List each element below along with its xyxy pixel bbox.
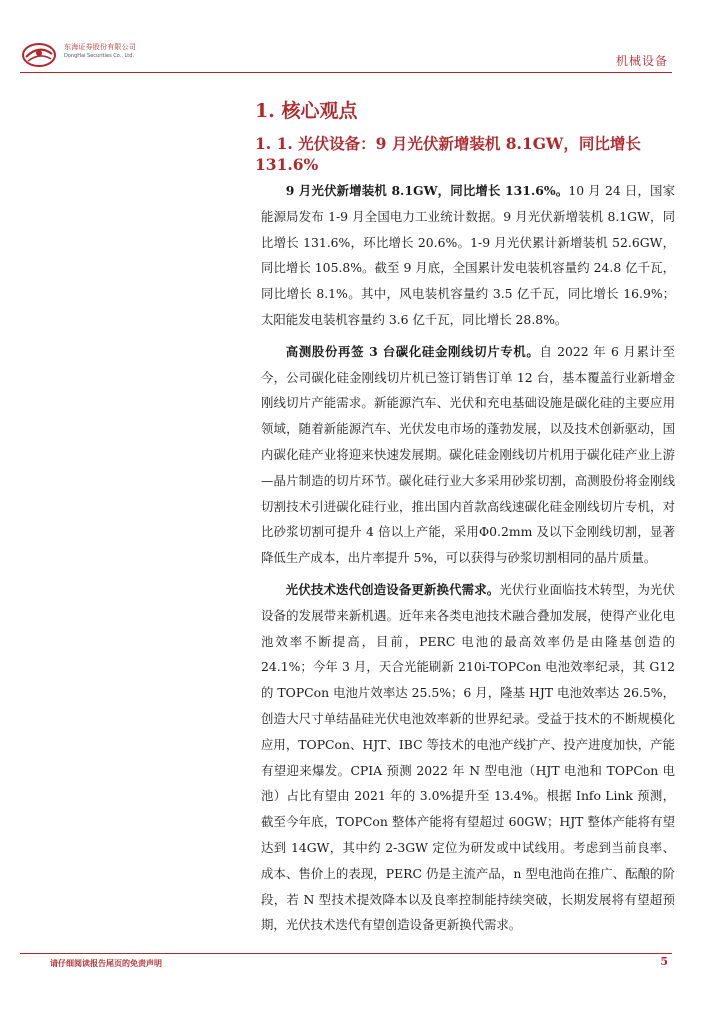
paragraph-lead: 9 月光伏新增装机 8.1GW，同比增长 131.6%。 (285, 183, 569, 198)
report-body (261, 178, 675, 944)
page-number: 5 (660, 955, 668, 968)
paragraph-gaoce-sic (261, 339, 675, 571)
header-divider (20, 72, 672, 73)
disclaimer-note: 请仔细阅读报告尾页的免责声明 (50, 959, 162, 968)
paragraph-pv-tech-iteration (261, 577, 675, 938)
page-header (0, 0, 724, 72)
paragraph-lead: 光伏技术迭代创造设备更新换代需求。 (285, 581, 500, 597)
paragraph-text: 光伏行业面临技术转型，为光伏设备的发展带来新机遇。近年来各类电池技术融合叠加发展，使得产业化电池效率不断提高，目前，PERC 电池的最高效率仍是由隆基创造的 24.1%；今年 3 月，天合光能刷新 210i-TOPCon 电池效率纪录，其 G12 的 TOPCon 电池片效率达 25.5%；6 月，隆基 HJT 电池效率达 26.5%，创造大尺寸单结晶硅光伏电池效率新的世界纪录。受益于技术的不断规模化应用，TOPCon、HJT、IBC 等技术的电池产线扩产、投产进度加快，产能有望迎来爆发。CPIA 预测 2022 年 N 型电池（HJT 电池和 TOPCon 电池）占比有望由 2021 年的 3.0%提升至 13.4%。根据 Info Link 预测，截至今年底，TOPCon 整体产能将有望超过 60GW；HJT 整体产能将有望达到 14GW，其中约 2-3GW 定位为研发或中试线用。考虑到当前良率、成本、售价上的表现，PERC 仍是主流产品，n 型电池尚在推广、酝酿的阶段，若 N 型技术提效降本以及良率控制能持续突破，长期发展将有望超预期，光伏技术迭代有望创造设备更新换代需求。 (261, 581, 676, 933)
paragraph-text: 自 2022 年 6 月累计至今，公司碳化硅金刚线切片机已签订销售订单 12 台，基本覆盖行业新增金刚线切片产能需求。新能源汽车、光伏和充电基础设施是碳化硅的主要应用领域，随着新能源汽车、光伏发电市场的蓬勃发展，以及技术创新驱动，国内碳化硅产业将迎来快速发展期。碳化硅金刚线切片机用于碳化硅产业上游—晶片制造的切片环节。碳化硅行业大多采用砂浆切割，高测股份将金刚线切割技术引进碳化硅行业，推出国内首款高线速碳化硅金刚线切片专机，对比砂浆切割可提升 4 倍以上产能，采用Φ0.2mm 及以下金刚线切割，显著降低生产成本，出片率提升 5%，可以获得与砂浆切割相同的晶片质量。 (261, 343, 676, 566)
company-name-en: DongHai Securities Co., Ltd. (64, 53, 135, 59)
paragraph-text: 10 月 24 日，国家能源局发布 1-9 月全国电力工业统计数据。9 月光伏新增装机 8.1GW，同比增长 131.6%，环比增长 20.6%。1-9 月光伏累计新增装机 52.6GW，同比增长 105.8%。截至 9 月底，全国累计发电装机容量约 24.8 亿千瓦，同比增长 8.1%。其中，风电装机容量约 3.5 亿千瓦，同比增长 16.9%；太阳能发电装机容量约 3.6 亿千瓦，同比增长 28.8%。 (261, 183, 675, 327)
company-name-cn: 东海证券股份有限公司 (64, 43, 136, 51)
footer-divider (20, 953, 672, 954)
subsection-heading: 1. 1. 光伏设备：9 月光伏新增装机 8.1GW，同比增长 131.6% (255, 134, 641, 174)
company-logo-icon (20, 40, 58, 70)
industry-label: 机械设备 (615, 54, 668, 68)
section-heading: 1. 核心观点 (255, 100, 358, 122)
paragraph-pv-installations (261, 178, 675, 333)
paragraph-lead: 高测股份再签 3 台碳化硅金刚线切片专机。 (285, 343, 540, 359)
